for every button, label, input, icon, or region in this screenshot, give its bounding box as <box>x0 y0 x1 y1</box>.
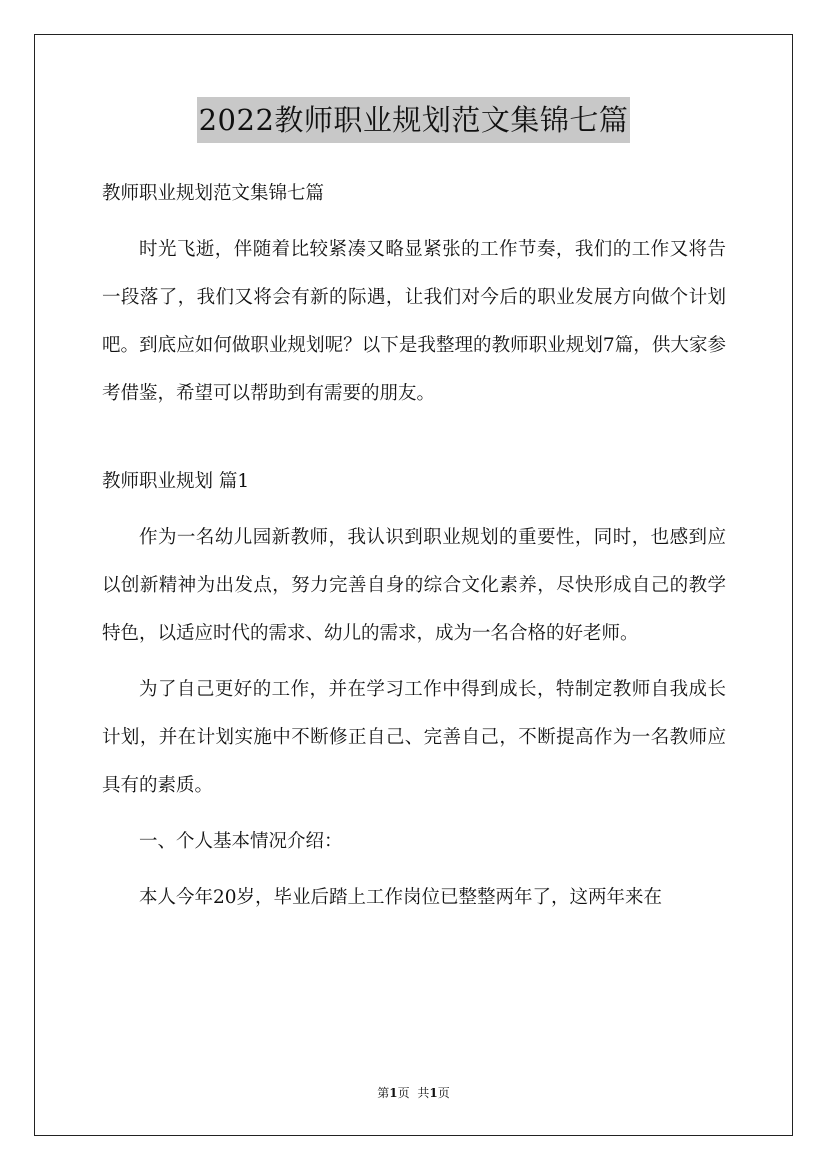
paragraph-2: 为了自己更好的工作，并在学习工作中得到成长，特制定教师自我成长计划，并在计划实施中不断修正自己、完善自己，不断提高作为一名教师应具有的素质。 <box>102 679 726 796</box>
footer-page-prefix: 第 <box>377 1086 390 1100</box>
intro-paragraph: 时光飞逝，伴随着比较紧凑又略显紧张的工作节奏，我们的工作又将告一段落了，我们又将会有新的际遇，让我们对今后的职业发展方向做个计划吧。到底应如何做职业规划呢？以下是我整理的教师职业规划7篇，供大家参考借鉴，希望可以帮助到有需要的朋友。 <box>102 239 726 404</box>
footer-total-prefix: 共 <box>417 1086 430 1100</box>
document-title: 2022教师职业规划范文集锦七篇 <box>197 97 631 143</box>
paragraph-4: 本人今年20岁，毕业后踏上工作岗位已整整两年了，这两年来在 <box>139 887 663 908</box>
paragraph-1: 作为一名幼儿园新教师，我认识到职业规划的重要性，同时，也感到应以创新精神为出发点，努力完善自身的综合文化素养，尽快形成自己的教学特色，以适应时代的需求、幼儿的需求，成为一名合格的好老师。 <box>102 527 726 644</box>
page-footer <box>0 1084 827 1101</box>
footer-page-suffix: 页 <box>397 1086 410 1100</box>
paragraph-3: 一、个人基本情况介绍： <box>139 831 343 852</box>
footer-total-suffix: 页 <box>437 1086 450 1100</box>
document-body <box>102 170 726 922</box>
document-subtitle: 教师职业规划范文集锦七篇 <box>102 183 325 204</box>
footer-total-number: 1 <box>429 1086 438 1100</box>
footer-page-number: 1 <box>389 1086 398 1100</box>
section-heading: 教师职业规划 篇1 <box>102 471 250 492</box>
title-container <box>0 97 827 143</box>
